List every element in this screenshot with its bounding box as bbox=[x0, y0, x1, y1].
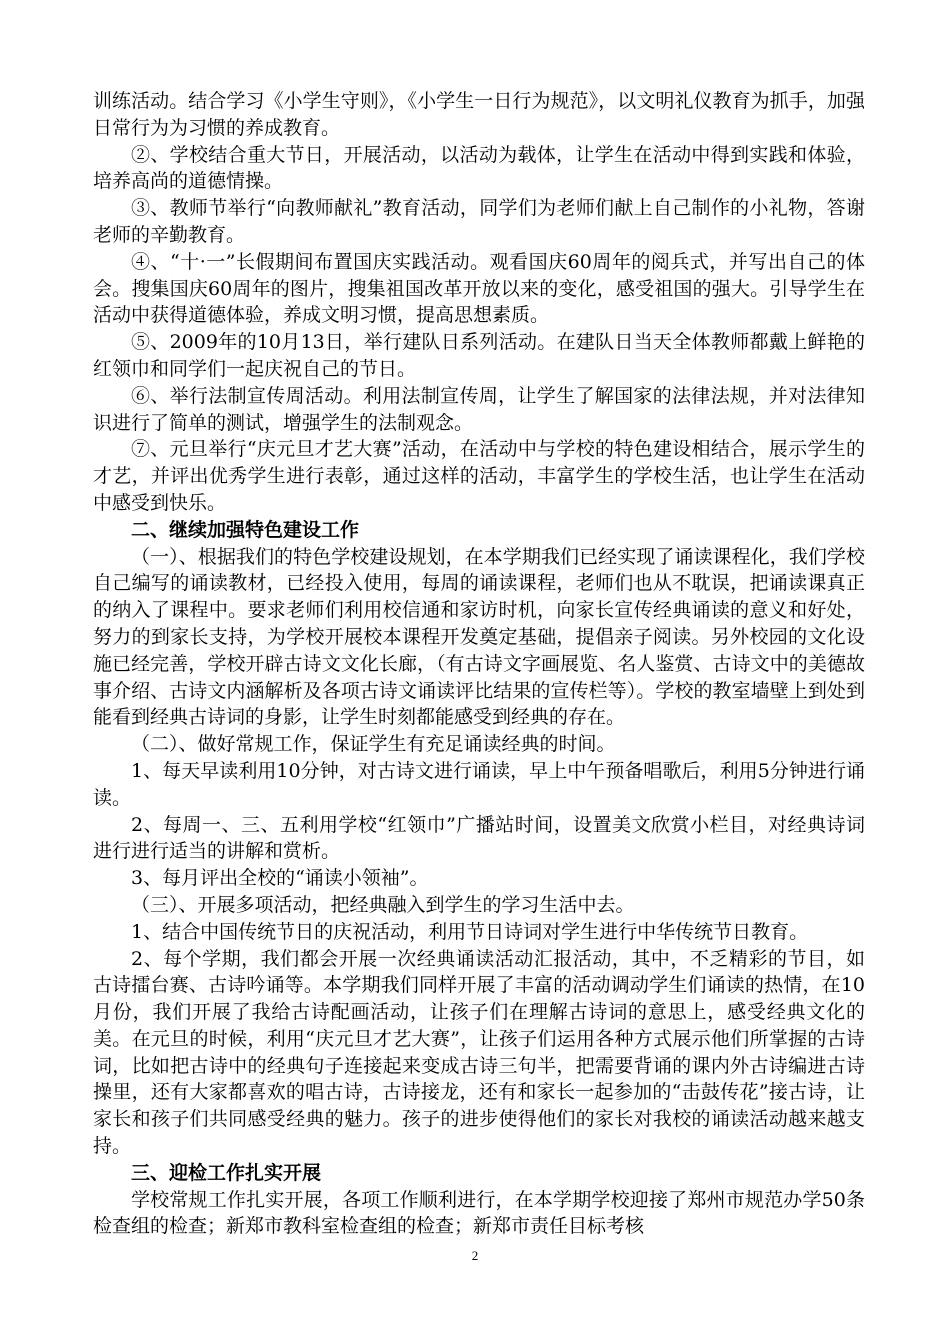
paragraph-item-2: ②、学校结合重大节日，开展活动，以活动为载体，让学生在活动中得到实践和体验，培养高尚的道德情操。 bbox=[93, 143, 865, 193]
paragraph-item-4: ④、“十·一”长假期间布置国庆实践活动。观看国庆60周年的阅兵式，并写出自己的体会。搜集国庆60周年的图片，搜集祖国改革开放以来的变化，感受祖国的强大。引导学生在活动中获得道德体验，养成文明习惯，提高思想素质。 bbox=[93, 250, 865, 327]
paragraph-item-7: ⑦、元旦举行“庆元旦才艺大赛”活动，在活动中与学校的特色建设相结合，展示学生的才艺，并评出优秀学生进行表彰，通过这样的活动，丰富学生的学校生活，也让学生在活动中感受到快乐。 bbox=[93, 438, 865, 514]
paragraph-section-2-part-1: （一）、根据我们的特色学校建设规划，在本学期我们已经实现了诵读课程化，我们学校自己编写的诵读教材，已经投入使用，每周的诵读课程，老师们也从不耽误，把诵读课真正的纳入了课程中。要求老师们利用校信通和家访时机，向家长宣传经典诵读的意义和好处，努力的到家长支持，为学校开展校本课程开发奠定基础，提倡亲子阅读。另外校园的文化设施已经完善，学校开辟古诗文文化长廊，（有古诗文字画展览、名人鉴赏、古诗文中的美德故事介绍、古诗文内涵解析及各项古诗文诵读评比结果的宣传栏等）。学校的教室墙壁上到处到能看到经典古诗词的身影，让学生时刻都能感受到经典的存在。 bbox=[93, 545, 865, 729]
section-heading-2: 二、继续加强特色建设工作 bbox=[131, 518, 360, 541]
paragraph-intro: 训练活动。结合学习《小学生守则》，《小学生一日行为规范》，以文明礼仪教育为抓手，加强日常行为为习惯的养成教育。 bbox=[93, 90, 865, 139]
paragraph-list-2: 2、每周一、三、五利用学校“红领巾”广播站时间，设置美文欣赏小栏目，对经典诗词进行进行适当的讲解和赏析。 bbox=[93, 813, 865, 863]
page-number: 2 bbox=[471, 1248, 479, 1263]
paragraph-list-1: 1、每天早读利用10分钟，对古诗文进行诵读，早上中午预备唱歌后，利用5分钟进行诵读。 bbox=[93, 759, 865, 809]
paragraph-section-2-part-2: （二）、做好常规工作，保证学生有充足诵读经典的时间。 bbox=[131, 733, 616, 756]
paragraph-item-3: ③、教师节举行“向教师献礼”教育活动，同学们为老师们献上自己制作的小礼物，答谢老师的辛勤教育。 bbox=[93, 197, 865, 246]
section-heading-3: 三、迎检工作扎实开展 bbox=[131, 1161, 322, 1184]
paragraph-item-6: ⑥、举行法制宣传周活动。利用法制宣传周，让学生了解国家的法律法规，并对法律知识进行了简单的测试，增强学生的法制观念。 bbox=[93, 384, 865, 434]
paragraph-activity-2: 2、每个学期，我们都会开展一次经典诵读活动汇报活动，其中，不乏精彩的节目，如古诗擂台赛、古诗吟诵等。本学期我们同样开展了丰富的活动调动学生们诵读的热情，在10月份，我们开展了我给古诗配画活动，让孩子们在理解古诗词的意思上，感受经典文化的美。在元旦的时候，利用“庆元旦才艺大赛”，让孩子们运用各种方式展示他们所掌握的古诗词，比如把古诗中的经典句子连接起来变成古诗三句半，把需要背诵的课内外古诗编进古诗操里，还有大家都喜欢的唱古诗，古诗接龙，还有和家长一起参加的“击鼓传花”接古诗，让家长和孩子们共同感受经典的魅力。孩子的进步使得他们的家长对我校的诵读活动越来越支持。 bbox=[93, 947, 865, 1158]
document-body bbox=[93, 88, 865, 1240]
paragraph-item-5: ⑤、2009年的10月13日，举行建队日系列活动。在建队日当天全体教师都戴上鲜艳的红领巾和同学们一起庆祝自己的节日。 bbox=[93, 331, 865, 380]
paragraph-section-3: 学校常规工作扎实开展，各项工作顺利进行，在本学期学校迎接了郑州市规范办学50条检查组的检查；新郑市教科室检查组的检查；新郑市责任目标考核 bbox=[93, 1188, 865, 1238]
paragraph-activity-1: 1、结合中国传统节日的庆祝活动，利用节日诗词对学生进行中华传统节日教育。 bbox=[131, 920, 809, 943]
paragraph-list-3: 3、每月评出全校的“诵读小领袖”。 bbox=[131, 867, 429, 890]
paragraph-section-2-part-3: （三）、开展多项活动，把经典融入到学生的学习生活中去。 bbox=[131, 893, 635, 916]
